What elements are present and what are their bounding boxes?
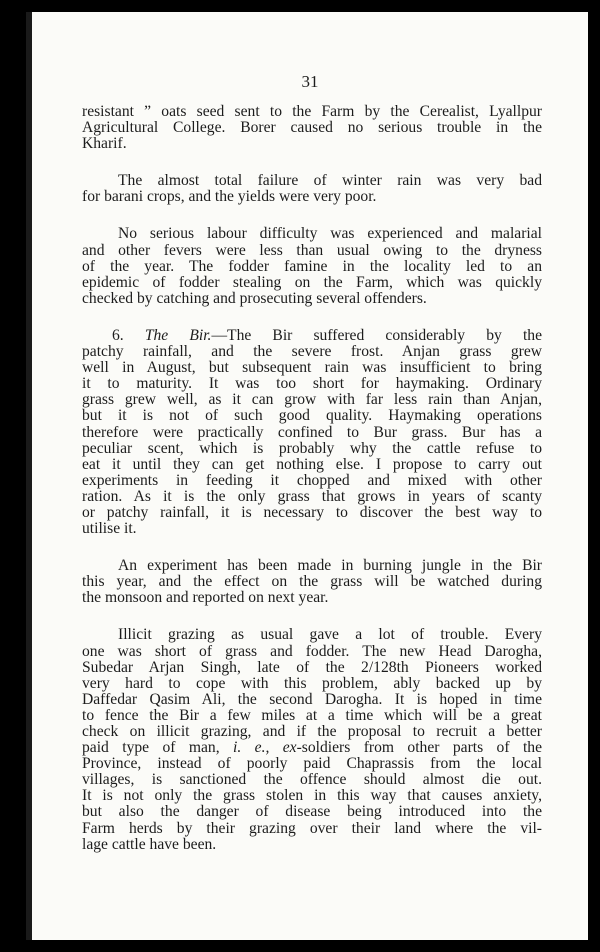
text-line: utilise it. <box>82 520 137 538</box>
section-title: The Bir. <box>144 326 212 344</box>
text-line: of the year. The fodder famine in the locality led to an <box>82 257 542 275</box>
text-line: one was short of grass and fodder. The new Head Darogha, <box>82 642 542 660</box>
text-line: Farm herds by their grazing over their land where the vil- <box>82 819 542 837</box>
text-line: well in August, but subsequent rain was insufficient to bring <box>82 359 542 377</box>
text-line: ration. As it is the only grass that grows in years of scanty <box>82 487 542 505</box>
text-line: and other fevers were less than usual owing to the dryness <box>82 241 542 259</box>
text-line: therefore were practically confined to Bur grass. Bur has a <box>82 423 542 441</box>
text-line: but it is not of such good quality. Haymaking operations <box>82 407 542 425</box>
text-line: An experiment has been made in burning jungle in the Bir <box>118 557 542 575</box>
text-line: paid type of man, i. e., ex-soldiers from other parts of the <box>82 739 542 757</box>
text-line: Subedar Arjan Singh, late of the 2/128th Pioneers worked <box>82 658 542 676</box>
text-line: Agricultural College. Borer caused no serious trouble in the <box>82 119 542 137</box>
paragraph-gap <box>82 606 542 627</box>
text-line: The almost total failure of winter rain was very bad <box>118 172 542 190</box>
section-number: 6. <box>112 326 145 344</box>
text-line: resistant ” oats seed sent to the Farm by the Cerealist, Lyallpur <box>82 103 542 120</box>
paragraph <box>82 627 542 852</box>
text-line: villages, is sanctioned the offence should almost die out. <box>82 771 542 789</box>
text-line: checked by catching and prosecuting several offenders. <box>82 289 427 307</box>
text-line: No serious labour difficulty was experienced and malarial <box>118 225 542 243</box>
text-line: peculiar scent, which is probably why the cattle refuse to <box>82 439 542 457</box>
paragraph <box>82 173 542 205</box>
paragraph <box>82 104 542 152</box>
text-line: or patchy rainfall, it is necessary to discover the best way to <box>82 503 542 521</box>
text-line: for barani crops, and the yields were very poor. <box>82 188 377 206</box>
text-line: experiments in feeding it chopped and mixed with other <box>82 471 542 489</box>
text-line: patchy rainfall, and the severe frost. Anjan grass grew <box>82 343 542 361</box>
text-line: very hard to cope with this problem, ably backed up by <box>82 674 542 692</box>
text-line: this year, and the effect on the grass will be watched during <box>82 573 542 591</box>
text-line: the monsoon and reported on next year. <box>82 589 329 607</box>
paragraph <box>82 558 542 606</box>
paragraph-gap <box>82 152 542 173</box>
text-line: grass grew well, as it can grow with far less rain than Anjan, <box>82 391 542 409</box>
text-line: it to maturity. It was too short for haymaking. Ordinary <box>82 375 542 393</box>
page-body <box>82 104 542 853</box>
text-line: epidemic of fodder stealing on the Farm, which was quickly <box>82 273 542 291</box>
text-line: lage cattle have been. <box>82 835 217 853</box>
text-line: Kharif. <box>82 135 127 153</box>
text-line: eat it until they can get nothing else. I propose to carry out <box>82 455 542 473</box>
paragraph-gap <box>82 537 542 558</box>
paragraph-gap <box>82 307 542 328</box>
paragraph <box>82 328 542 537</box>
paragraph <box>82 226 542 306</box>
text-line: Province, instead of poorly paid Chaprassis from the local <box>82 755 542 773</box>
section-text: —The Bir suffered considerably by the <box>211 326 542 344</box>
page-number: 31 <box>301 72 319 91</box>
text-line: check on illicit grazing, and if the proposal to recruit a better <box>82 723 542 740</box>
text-line <box>82 328 542 344</box>
text-line: Illicit grazing as usual gave a lot of trouble. Every <box>118 626 542 644</box>
italic-text: i. e., ex <box>233 739 297 757</box>
text-line: to fence the Bir a few miles at a time which will be a great <box>82 706 542 724</box>
text-line: but also the danger of disease being introduced into the <box>82 803 542 821</box>
text-line: Daffedar Qasim Ali, the second Darogha. It is hoped in time <box>82 690 542 708</box>
paragraph-gap <box>82 205 542 226</box>
text-line: It is not only the grass stolen in this way that causes anxiety, <box>82 787 542 805</box>
document-page <box>32 12 588 940</box>
